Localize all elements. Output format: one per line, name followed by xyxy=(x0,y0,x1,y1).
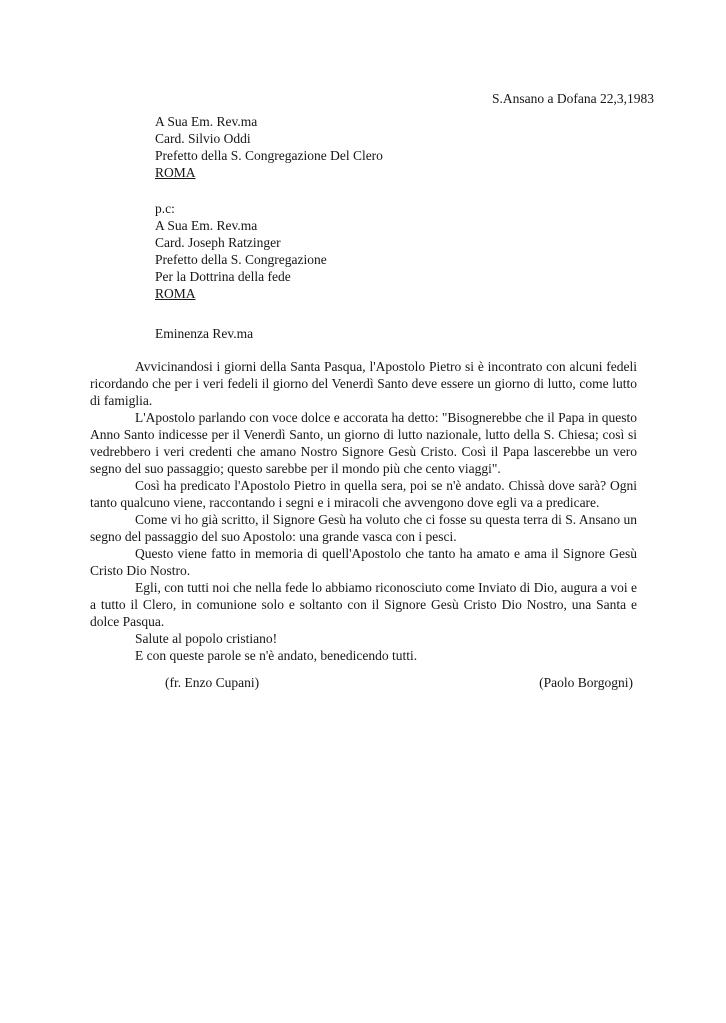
recipient-primary-block xyxy=(155,113,637,181)
recipient-cc-line: Prefetto della S. Congregazione xyxy=(155,252,327,267)
body-paragraph: Egli, con tutti noi che nella fede lo abbiamo riconosciuto come Inviato di Dio, augura a voi e a tutto il Clero, in comunione solo e soltanto con il Signore Gesù Cristo Dio Nostro, una Santa e dolce Pasqua. xyxy=(90,580,637,629)
recipient-primary-line: Card. Silvio Oddi xyxy=(155,131,251,146)
body-paragraph: Questo viene fatto in memoria di quell'Apostolo che tanto ha amato e ama il Signore Gesù Cristo Dio Nostro. xyxy=(90,546,637,578)
recipient-primary-city: ROMA xyxy=(155,165,196,180)
body-paragraph: Avvicinandosi i giorni della Santa Pasqua, l'Apostolo Pietro si è incontrato con alcuni fedeli ricordando che per i veri fedeli il giorno del Venerdì Santo deve essere un giorno di lutto, come lutto di famiglia. xyxy=(90,359,637,408)
body-paragraph: L'Apostolo parlando con voce dolce e accorata ha detto: "Bisognerebbe che il Papa in questo Anno Santo indicesse per il Venerdì Santo, un giorno di lutto nazionale, lutto della S. Chiesa; così si vedrebbero i veri credenti che amano Nostro Signore Gesù Cristo. Così il Papa lascerebbe un vero segno del suo passaggio; questo sarebbe per il mondo più che cento viaggi". xyxy=(90,410,637,476)
body-paragraph: Così ha predicato l'Apostolo Pietro in quella sera, poi se n'è andato. Chissà dove sarà? Ogni tanto qualcuno viene, raccontando i segni e i miracoli che avvengono dove egli va a predicare. xyxy=(90,478,637,510)
cc-label: p.c: xyxy=(155,201,175,216)
recipient-primary-line: Prefetto della S. Congregazione Del Clero xyxy=(155,148,383,163)
body-paragraph: Salute al popolo cristiano! xyxy=(135,631,278,646)
salutation: Eminenza Rev.ma xyxy=(155,326,254,341)
recipient-cc-line: A Sua Em. Rev.ma xyxy=(155,218,258,233)
signature-row xyxy=(90,674,637,691)
recipient-cc-block xyxy=(155,200,637,302)
recipient-cc-line: Card. Joseph Ratzinger xyxy=(155,235,281,250)
recipient-cc-line: Per la Dottrina della fede xyxy=(155,269,291,284)
body-paragraph: E con queste parole se n'è andato, benedicendo tutti. xyxy=(135,648,418,663)
body-paragraph: Come vi ho già scritto, il Signore Gesù ha voluto che ci fosse su questa terra di S. Ansano un segno del passaggio del suo Apostolo: una grande vasca con i pesci. xyxy=(90,512,637,544)
recipient-cc-city: ROMA xyxy=(155,286,196,301)
date-line: S.Ansano a Dofana 22,3,1983 xyxy=(492,91,654,106)
letter-body xyxy=(90,358,637,664)
recipient-primary-line: A Sua Em. Rev.ma xyxy=(155,114,258,129)
signature-left: (fr. Enzo Cupani) xyxy=(165,675,260,690)
signature-right: (Paolo Borgogni) xyxy=(539,675,633,690)
